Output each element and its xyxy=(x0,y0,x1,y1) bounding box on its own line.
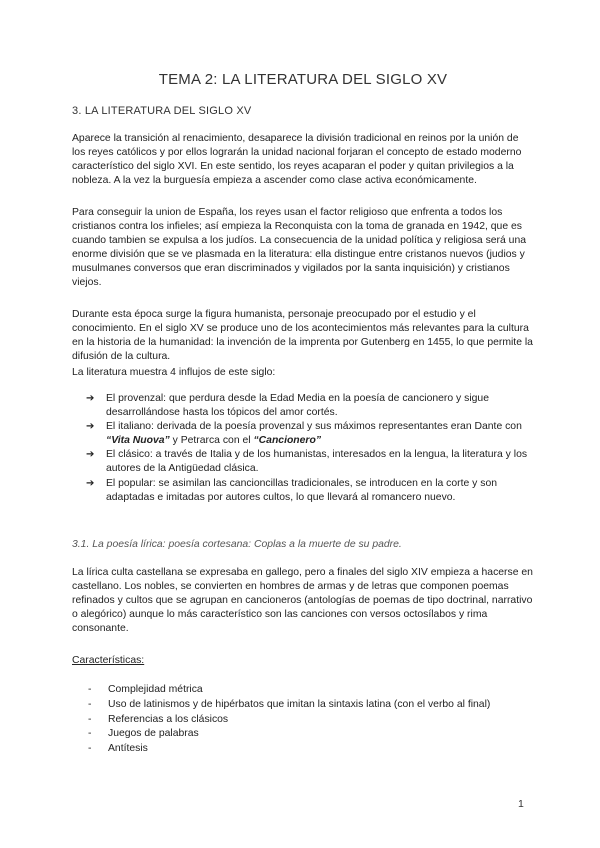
list-item xyxy=(86,448,534,476)
list-item xyxy=(86,392,534,420)
list-item xyxy=(88,742,490,757)
influence-italiano: El italiano: derivada de la poesía provenzal y sus máximos representantes eran Dante con xyxy=(106,421,522,433)
paragraph-renacimiento: Aparece la transición al renacimiento, desaparece la división tradicional en reinos por la unión de los reyes católicos y por ellos lograrán la unidad nacional forjaran el concepto de estado moderno característico del siglo XVI. En este sentido, los reyes acaparan el poder y quitan privilegios a la nobleza. A la vez la burguesía empieza a ascender como clase activa económicamente. xyxy=(72,133,522,187)
work-title-cancionero: “Cancionero” xyxy=(253,435,322,447)
dash-bullet-icon: - xyxy=(88,713,92,725)
paragraph-religion: Para conseguir la union de España, los reyes usan el factor religioso que enfrenta a todos los cristianos contra los infieles; así empieza la Reconquista con la toma de granada en 1942, que es cuando tambien se expulsa a los judíos. La consecuencia de la unidad política y religiosa será una enorme división que se ve plasmada en la literatura: ella distingue entre cristanos nuevos (judios y musulmanes conversos que eran discriminados y vigilados por la santa inquisición) y cristianos viejos. xyxy=(72,207,527,289)
influence-clasico: El clásico: a través de Italia y de los humanistas, interesados en la lengua, la literatura y los autores de la Antigüedad clásica. xyxy=(106,449,528,475)
work-title-vita-nuova: “Vita Nuova” xyxy=(106,435,170,447)
list-item xyxy=(88,727,490,742)
paragraph-humanismo: Durante esta época surge la figura humanista, personaje preocupado por el estudio y el conocimiento. En el siglo XV se produce uno de los acontecimientos más relevantes para la cultura en la historia de la humanidad: la invención de la imprenta por Gutenberg en 1455, lo que permite la difusión de la cultura. xyxy=(72,309,533,363)
influences-list xyxy=(86,392,534,505)
characteristic-text: Uso de latinismos y de hipérbatos que imitan la sintaxis latina (con el verbo al final) xyxy=(108,698,491,710)
influence-italiano-cont: y Petrarca con el xyxy=(169,435,254,447)
arrow-bullet-icon: ➔ xyxy=(86,477,95,489)
arrow-bullet-icon: ➔ xyxy=(86,421,95,433)
characteristics-label: Características: xyxy=(72,655,145,666)
list-item xyxy=(88,698,490,713)
list-item xyxy=(88,683,490,698)
characteristic-text: Complejidad métrica xyxy=(108,684,203,695)
characteristic-text: Juegos de palabras xyxy=(108,728,199,740)
influence-provenzal: El provenzal: que perdura desde la Edad Media en la poesía de cancionero y sigue desarrollándose hasta los tópicos del amor cortés. xyxy=(106,393,489,419)
dash-bullet-icon: - xyxy=(88,698,92,710)
list-item xyxy=(86,420,534,448)
page-number: 1 xyxy=(518,798,524,810)
list-item xyxy=(86,477,534,505)
dash-bullet-icon: - xyxy=(88,743,92,755)
characteristic-text: Antítesis xyxy=(108,743,148,755)
paragraph-lirica: La lírica culta castellana se expresaba en gallego, pero a finales del siglo XIV empieza a hacerse en castellano. Los nobles, se convierten en hombres de armas y de letras que componen poemas refinados y cultos que se agrupan en cancioneros (antologías de poemas de tipo doctrinal, narrativo o alegórico) aunque lo más característico son las canciones con versos octosílabos y rima consonante. xyxy=(72,567,533,635)
list-item xyxy=(88,713,490,728)
paragraph-influjos-intro: La literatura muestra 4 influjos de este siglo: xyxy=(72,367,276,378)
dash-bullet-icon: - xyxy=(88,728,92,740)
arrow-bullet-icon: ➔ xyxy=(86,449,95,461)
document-title: TEMA 2: LA LITERATURA DEL SIGLO XV xyxy=(158,71,448,88)
dash-bullet-icon: - xyxy=(88,684,92,695)
sub-heading-lirica: 3.1. La poesía lírica: poesía cortesana: Coplas a la muerte de su padre. xyxy=(72,539,402,550)
influence-popular: El popular: se asimilan las cancioncillas tradicionales, se introducen en la corte y son adaptadas e imitadas por autores cultos, lo que llevará al romancero nuevo. xyxy=(106,477,498,503)
section-heading: 3. LA LITERATURA DEL SIGLO XV xyxy=(72,105,252,117)
characteristic-text: Referencias a los clásicos xyxy=(108,713,229,725)
arrow-bullet-icon: ➔ xyxy=(86,393,95,404)
characteristics-list xyxy=(88,683,490,757)
